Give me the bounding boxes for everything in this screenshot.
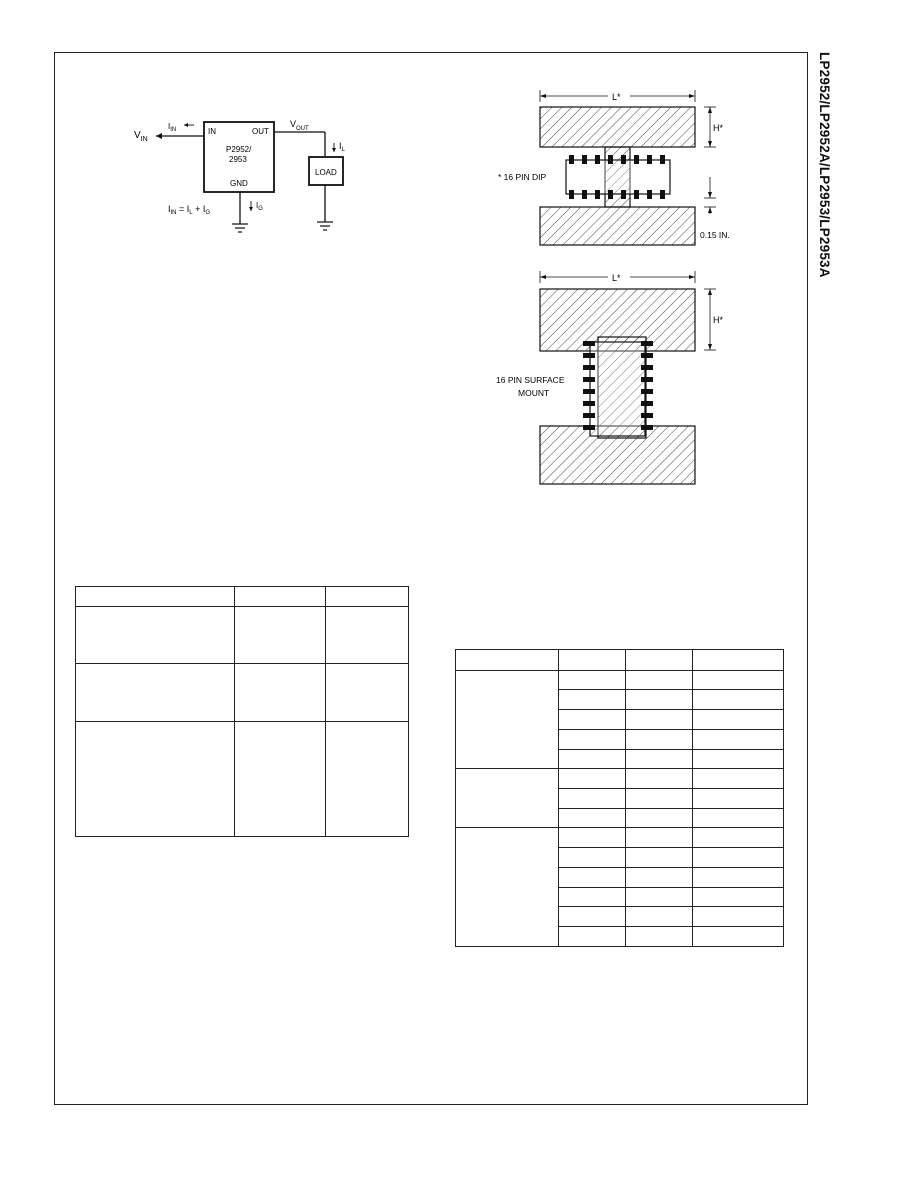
table-cell [626, 828, 693, 848]
table-cell [626, 710, 693, 730]
table-group-cell [456, 769, 559, 828]
table-cell [693, 789, 784, 809]
table-cell [76, 607, 235, 664]
table-cell [626, 650, 693, 671]
ic-ground-icon [232, 224, 248, 232]
ig-arrowhead [249, 207, 253, 211]
table-cell [559, 710, 626, 730]
table-cell [235, 664, 326, 722]
table-cell [626, 789, 693, 809]
table-cell [559, 907, 626, 927]
table-cell [76, 664, 235, 722]
dip-package [566, 160, 670, 194]
table-cell [626, 907, 693, 927]
smt-package [590, 342, 645, 436]
vin-label: $V_{IN}$ [134, 130, 148, 143]
table-cell [326, 722, 409, 837]
table-cell [559, 848, 626, 868]
table-cell [559, 671, 626, 690]
table-cell [626, 671, 693, 690]
table-cell [456, 650, 559, 671]
table-cell [326, 587, 409, 607]
table-row [76, 607, 409, 664]
ic-part-line2: 2953 [229, 155, 247, 164]
table-cell [626, 690, 693, 710]
table-cell [235, 722, 326, 837]
table-cell [235, 587, 326, 607]
table-cell [559, 888, 626, 907]
pin-in-label: IN [208, 127, 216, 136]
table-cell [559, 868, 626, 888]
table-cell [76, 587, 235, 607]
table-cell [559, 690, 626, 710]
table-row [76, 664, 409, 722]
il-label: $I_L$ [339, 141, 345, 153]
table-cell [559, 927, 626, 947]
table-cell [626, 927, 693, 947]
table-row [456, 671, 784, 690]
vout-label: $V_{OUT}$ [290, 119, 309, 132]
right-table [455, 649, 784, 947]
dim-h-top: H* [713, 123, 724, 133]
smt-label-line2: MOUNT [518, 388, 550, 398]
current-equation: $I_{IN} = I_L + I_G$ [168, 204, 211, 216]
pcb-copper-layout-figure [470, 80, 760, 500]
table-cell [693, 730, 784, 750]
table-cell [693, 828, 784, 848]
ground-current-circuit [120, 100, 360, 240]
table-cell [693, 769, 784, 789]
table-cell [559, 769, 626, 789]
left-table [75, 586, 409, 837]
table-cell [693, 868, 784, 888]
load-ground-icon [317, 222, 333, 230]
table-cell [559, 750, 626, 769]
copper-pad-bottom [540, 207, 695, 245]
table-row [456, 828, 784, 848]
table-cell [626, 809, 693, 828]
table-cell [693, 907, 784, 927]
dip-label: * 16 PIN DIP [498, 172, 547, 182]
side-title [812, 52, 834, 352]
table-cell [693, 809, 784, 828]
table-cell [693, 690, 784, 710]
table-cell [76, 722, 235, 837]
table-group-cell [456, 828, 559, 947]
table-cell [235, 607, 326, 664]
table-row [456, 769, 784, 789]
table-cell [559, 809, 626, 828]
input-arrowhead [156, 133, 162, 139]
table-row [76, 722, 409, 837]
table-cell [326, 664, 409, 722]
table-cell [559, 789, 626, 809]
dim-gap: 0.15 IN. [700, 230, 730, 240]
iin-arrowhead [184, 123, 188, 127]
side-title-text: LP2952/LP2952A/LP2953/LP2953A [817, 52, 832, 278]
table-cell [693, 710, 784, 730]
table-cell [693, 671, 784, 690]
dim-l-bottom: L* [612, 273, 621, 283]
copper-pad-top [540, 107, 695, 147]
il-arrowhead [332, 148, 336, 152]
table-row [456, 650, 784, 671]
table-cell [693, 650, 784, 671]
ic-part-line1: P2952/ [226, 145, 252, 154]
ig-label: $I_G$ [256, 201, 263, 212]
table-cell [626, 848, 693, 868]
table-cell [693, 848, 784, 868]
dim-l-top: L* [612, 92, 621, 102]
table-cell [626, 888, 693, 907]
load-label: LOAD [315, 168, 337, 177]
table-cell [626, 730, 693, 750]
table-cell [559, 730, 626, 750]
table-row [76, 587, 409, 607]
dim-h-bottom: H* [713, 315, 724, 325]
table-cell [559, 650, 626, 671]
table-cell [626, 750, 693, 769]
table-cell [626, 769, 693, 789]
table-cell [559, 828, 626, 848]
iin-arrow-label: $I_{IN}$ [168, 122, 177, 133]
pin-out-label: OUT [252, 127, 269, 136]
table-cell [693, 750, 784, 769]
table-cell [626, 868, 693, 888]
smt-label-line1: 16 PIN SURFACE [496, 375, 565, 385]
pin-gnd-label: GND [230, 179, 248, 188]
table-cell [693, 927, 784, 947]
table-cell [326, 607, 409, 664]
table-group-cell [456, 671, 559, 769]
table-cell [693, 888, 784, 907]
